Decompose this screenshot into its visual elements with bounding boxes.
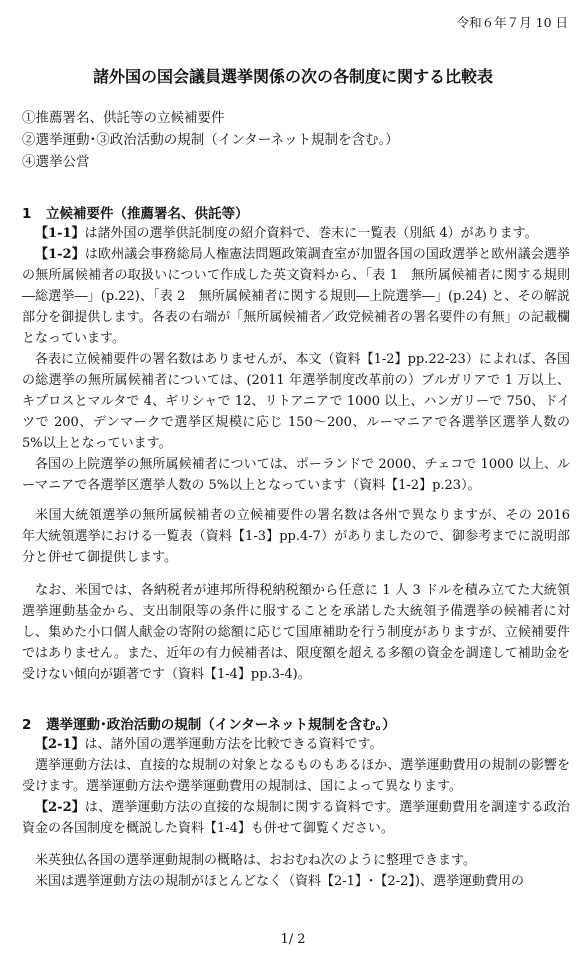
reference-tag: 【2-2】 [35, 800, 85, 815]
section-1-paragraph-3: 各表に立候補要件の署名数はありませんが、本文（資料【1-2】pp.22-23）によれば、各国の総選挙の無所属候補者については、(2011 年選挙制度改革前の）ブルガリアで 1 万以上、キプロスとマルタで 4、ギリシャで 12、リトアニアで 1000 以上、ハンガリーで 750、ドイツで 200、デンマークで選挙区規模に応じ 150～200、ルーマニアで各選挙区選挙人数の 5%以上となっています。 [22, 352, 571, 451]
section-2-paragraph-2: 選挙運動方法は、直接的な規制の対象となるものもあるほか、選挙運動費用の規制の影響を受けます。選挙運動方法や選挙運動費用の規制は、国によって異なります。 [22, 758, 570, 794]
section-2-paragraph-1 [22, 734, 570, 755]
topic-item: ①推薦署名、供託等の立候補要件 [22, 110, 225, 126]
section-1-paragraph-6: なお、米国では、各納税者が連邦所得税納税額から任意に 1 人 3 ドルを積み立てた大統領選挙運動基金から、支出制限等の条件に服することを承諾した大統領予備選挙の候補者に対し、集めた小口個人献金の寄附の総額に応じて国庫補助を行う制度がありますが、立候補要件ではありません。また、近年の有力候補者は、限度額を超える多額の資金を調達して補助金を受けない傾向が顕著です（資料【1-4】pp.3-4)。 [22, 583, 570, 682]
reference-tag: 【1-2】 [35, 247, 85, 262]
reference-tag: 【2-1】 [35, 737, 85, 752]
section-1-paragraph-1 [22, 223, 570, 244]
section-title: 立候補要件（推薦署名、供託等） [46, 206, 249, 222]
paragraph-text: は、諸外国の選挙運動方法を比較できる資料です。 [84, 737, 383, 752]
document-date: 令和６年７月 10 日 [456, 15, 568, 30]
document-title: 諸外国の国会議員選挙関係の次の各制度に関する比較表 [92, 67, 493, 86]
paragraph-text: は諸外国の選挙供託制度の紹介資料で、巻末に一覧表（別紙 4）があります。 [84, 226, 538, 241]
section-2-heading [22, 713, 396, 733]
paragraph-text: は欧州議会事務総局人権憲法問題政策調査室が加盟各国の国政選挙と欧州議会選挙の無所属候補者の取扱いについて作成した英文資料から、「表 1 無所属候補者に関する規則―総選挙―」(p.22)、「表 2 無所属候補者に関する規則―上院選挙―」(p.24) と、その解説部分を御提供します。各表の右端が「無所属候補者／政党候補者の署名要件の有無」の記載欄となっています。 [22, 247, 570, 346]
section-2-paragraph-4: 米英独仏各国の選挙運動規制の概略は、おおむね次のように整理できます。 [35, 853, 476, 868]
topic-item: ④選挙公営 [22, 154, 90, 170]
topic-list [22, 107, 399, 173]
section-1-heading [22, 202, 249, 222]
section-title: 選挙運動･政治活動の規制（インターネット規制を含む。） [46, 717, 396, 733]
section-1-paragraph-2 [22, 244, 570, 349]
section-number: 1 [22, 206, 32, 222]
section-number: 2 [22, 717, 32, 733]
section-1-paragraph-4: 各国の上院選挙の無所属候補者については、ポーランドで 2000、チェコで 1000 以上、ルーマニアで各選挙区選挙人数の 5%以上となっています（資料【1-2】p.23）。 [22, 457, 570, 493]
reference-tag: 【1-1】 [35, 226, 85, 241]
page-number: 1/ 2 [280, 932, 306, 947]
section-2-paragraph-3 [22, 797, 570, 839]
section-1-paragraph-5: 米国大統領選挙の無所属候補者の立候補要件の署名数は各州で異なりますが、その 2016 年大統領選挙における一覧表（資料【1-3】pp.4-7）がありましたので、御参考までに説明部分と併せて御提供します。 [22, 508, 570, 565]
paragraph-text: は、選挙運動方法の直接的な規制に関する資料です。選挙運動費用を調達する政治資金の各国制度を概説した資料【1-4】も併せて御覧ください。 [22, 800, 570, 836]
section-2-paragraph-5: 米国は選挙運動方法の規制がほとんどなく（資料【2-1】･【2-2】)、選挙運動費用の [35, 874, 524, 889]
topic-item: ②選挙運動･③政治活動の規制（インターネット規制を含む。） [22, 132, 399, 148]
